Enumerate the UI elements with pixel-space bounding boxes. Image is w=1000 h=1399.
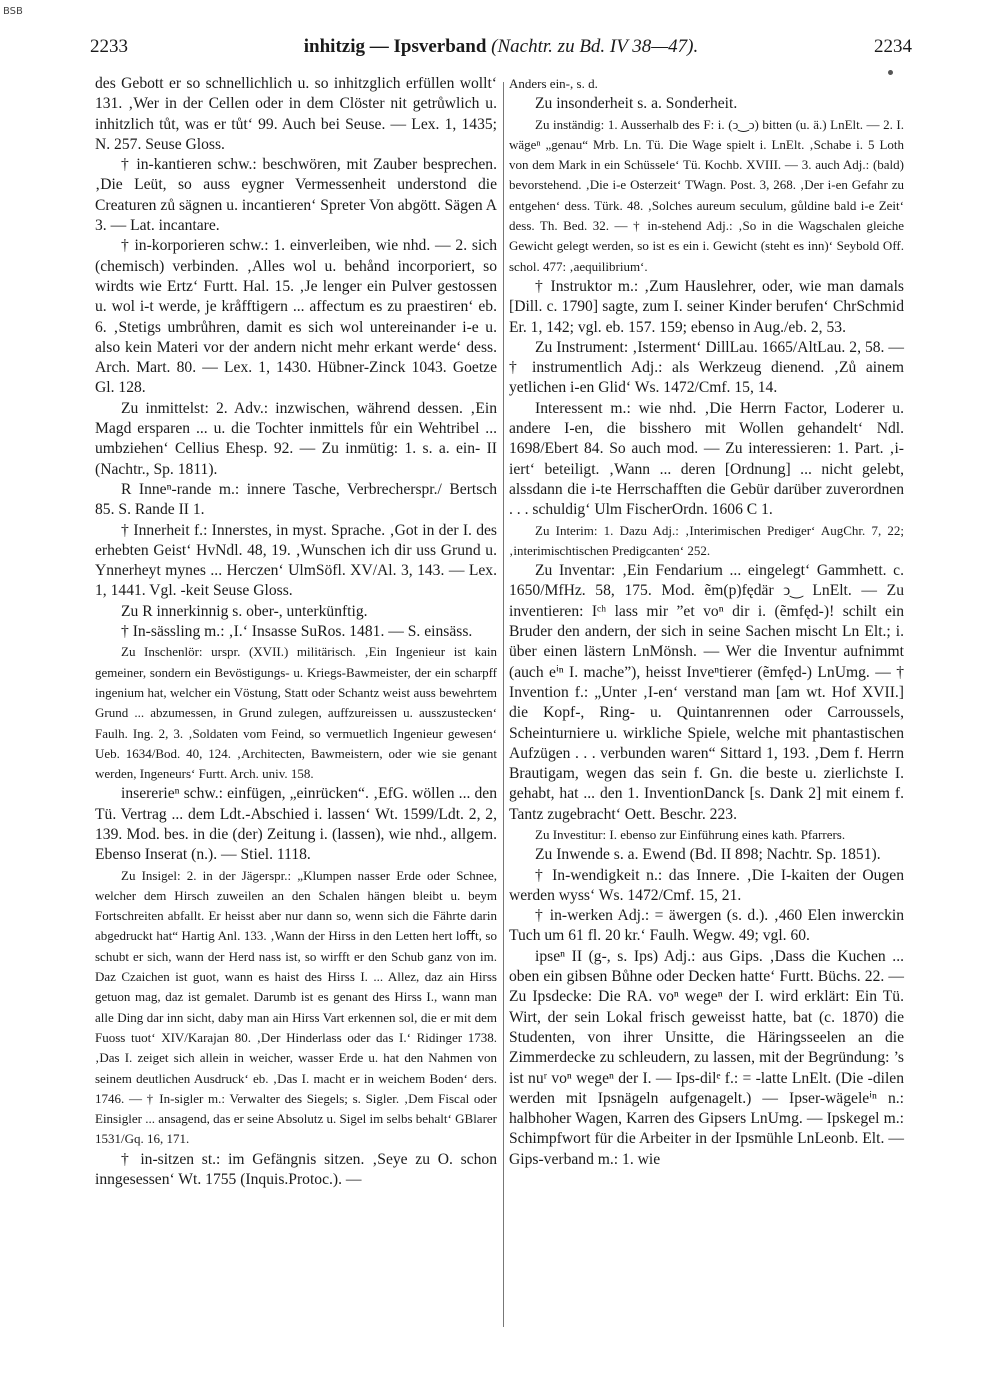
dictionary-entry: † in-kantieren schw.: beschwören, mit Zauber besprechen. ‚Die Leüt, so auss eygner Vermessenheit understond die Creaturen zů sägnen u. incantieren‘ Spreter Von abgött. Sägen A 3. — Lat. incantare. [95, 156, 497, 235]
dictionary-entry: † In-wendigkeit n.: das Innere. ‚Die I-kaiten der Ougen werden wyss‘ Ws. 1472/Cmf. 15, 21. [509, 866, 904, 904]
dictionary-entry: R Inneⁿ-rande m.: innere Tasche, Verbrecherspr./ Bertsch 85. S. Rande II 1. [95, 480, 497, 519]
left-page-number: 2233 [90, 36, 128, 57]
dictionary-entry: Anders ein-, s. d. [509, 76, 598, 91]
right-column [509, 74, 904, 1170]
dictionary-entry: Zu Inventar: ‚Ein Fendarium ... eingelegt‘ Gammhett. c. 1650/MfHz. 58, 175. Mod. ẽm(p)fędär ↄ‿ LnElt. — Zu inventieren: Iᶜʰ lass mir ”et voⁿ dir i. (ẽmfęd-)! schilt ein Bruder den andern, der sich in seine Sachen mischt Ln Elt.; i. über einen lästern LnMönsh. — Wer die Inventur aufnimmt (auch eⁱⁿ I. mache”), heisst Inveⁿtierer (ẽmfęd-) LnUmg. — † Invention f.: „Unter ‚I-en‘ verstand man [am wt. Hof XVII.] die Kopf-, Ring- u. Quintanrennen oder Carroussels, Scheinturniere u. wirkliche Spiele, welche mit phantastischen Aufzügen . . . verbunden waren“ Sittard 1, 193. ‚Dem f. Herrn Brautigam, wegen das sein f. Gn. die beste u. zierlichste I. gehabt, hat ... den 1. InventionDanck [s. Dank 2] mit einem f. Tantz zugebracht‘ Oett. Beschr. 223. [509, 562, 904, 823]
dictionary-entry: Zu R innerkinnig s. ober-, unterkünftig. [121, 602, 368, 620]
dictionary-entry: Zu Inwende s. a. Ewend (Bd. II 898; Nachtr. Sp. 1851). [535, 846, 881, 864]
dictionary-entry: † Instruktor m.: ‚Zum Hauslehrer, oder, wie man damals [Dill. c. 1790] sagte, zum I. seiner Kinder berufen‘ ChrSchmid Er. 1, 142; vgl. eb. 157. 159; ebenso in Aug./eb. 2, 53. [509, 277, 904, 336]
running-title-note: (Nachtr. zu Bd. IV 38—47). [491, 36, 699, 57]
library-stamp: BSB [3, 6, 23, 17]
dictionary-entry: Zu Instrument: ‚Isterment‘ DillLau. 1665/AltLau. 2, 58. — † instrumentlich Adj.: als Werkzeug dienend. ‚Zů ainem yetlichen i-en Glid‘ Ws. 1472/Cmf. 15, 14. [509, 338, 904, 397]
dictionary-entry: † in-korporieren schw.: 1. einverleiben, wie nhd. — 2. sich (chemisch) verbinden. ‚Alles wol u. behånd incorporiert, so wirdts wie Ertz‘ Furtt. Hal. 15. ‚Je lenger ein Pulver gestossen u. wol i-t werde, je kråfftigern ... affectum es zu praestiren‘ eb. 6. ‚Stetigs umbrůhren, damit es sich wol untereinander i-e u. also kein Materi vor der andern nicht mehr erkant werde‘ dess. Arch. Mart. 80. — Lex. 1, 1430. Hübner-Zinck 1043. Goetze Gl. 128. [95, 237, 497, 397]
dictionary-entry: † in-sitzen st.: im Gefängnis sitzen. ‚Seye zu O. schon inngesessen‘ Wt. 1755 (Inquis.Protoc.). — [95, 1150, 497, 1189]
dictionary-entry: † In-sässling m.: ‚I.‘ Insasse SuRos. 1481. — S. einsäss. [121, 623, 473, 641]
dictionary-entry: Zu inständig: 1. Ausserhalb des F: i. (ↄ‿ↄ) bitten (u. ä.) LnElt. — 2. I. wägeⁿ „genau“ Mrb. Ln. Tü. Die Wage spielt i. LnElt. ‚Schabe i. 5 Loth von dem Mark in ein Schüssele‘ Tü. Kochb. XVIII. — 3. auch Adj.: (bald) bevorstehend. ‚Die i-e Osterzeit‘ TWagn. Post. 3, 268. ‚Der i-en Gefahr zu entgehen‘ dess. Türk. 48. ‚Solches aureum seculum, gůldine bald i-e Zeit‘ dess. Th. Bed. 32. — † in-stehend Adj.: ‚So in die Wagschalen gleiche Gewicht gelegt werden, so ist es ein i. Gewicht (steht es inn)‘ Seybold Off. schol. 477: ‚aequilibrium‘. [509, 116, 904, 274]
dictionary-entry: Zu Interim: 1. Dazu Adj.: ‚Interimischen Prediger‘ AugChr. 7, 22; ‚interimischtischen Predigcanten‘ 252. [509, 522, 904, 558]
dictionary-entry: Zu Insigel: 2. in der Jägerspr.: „Klumpen nasser Erde oder Schnee, welcher dem Hirsch zuweilen an den Schalen hängen bleibt u. beym Fortschreiten abfallt. Er heisst aber nur dann so, wenn sich die Fährte darin abgedruckt hat“ Hartig Anl. 133. ‚Wann der Hirss in den Letten hert loﬀt, so schubt er sich, wann der Herd nass ist, so wirfft er den Schub ganz von im. Daz Czaichen ist guot, wann es haist des Hirss I. ... Allez, daz ain Hirss getuon mag, daz ist gemalet. Darumb ist es genant des Hirss I., wann man alle Ding dar inn sicht, daby man ain Hirss Vart erkennen sol, die er mit dem Fuoss tuot‘ XIV/Karajan 80. ‚Der Hinderlass oder das I.‘ Ridinger 1738. ‚Das I. zeiget sich allein in weicher, wasser Erde u. hat den Nahmen von seinem deutlichen Ausdruck‘ eb. ‚Das I. macht er in weichem Boden‘ ders. 1746. — † In-sigler m.: Verwalter des Siegels; s. Sigler. ‚Dem Fiscal oder Einsigler ... ansagend, das er seine Absolutz u. Sigel im selbs behalt‘ GBlarer 1531/Gq. 16, 171. [95, 867, 497, 1147]
dictionary-entry: Zu Investitur: I. ebenso zur Einführung eines kath. Pfarrers. [535, 826, 846, 842]
dictionary-entry: Zu inmittelst: 2. Adv.: inzwischen, während dessen. ‚Ein Magd ersparen ... u. die Tochter inmittels fůr ein Wehtribel ... umbziehen‘ Cellius Ehesp. 92. — Zu inmütig: 1. s. a. ein- II (Nachtr., Sp. 1811). [95, 399, 497, 478]
dictionary-entry: des Gebott er so schnellichlich u. so inhitzglich erfüllen wollt‘ 131. ‚Wer in der Cellen oder in dem Clöster nit getrůwlich u. inhitzlich tůt, was er tůt‘ 99. Auch bei Seuse. — Lex. 1, 1435; N. 257. Seuse Gloss. [95, 75, 497, 153]
running-title [90, 36, 912, 58]
dictionary-entry: Zu insonderheit s. a. Sonderheit. [535, 95, 738, 113]
dictionary-entry: † Innerheit f.: Innerstes, in myst. Sprache. ‚Got in der I. des erhebten Geist‘ HvNdl. 48, 19. ‚Wunschen ich dir uss Grund u. Ynnerheyt mynes ... Herczen‘ UlmSöfl. XV/Al. 3, 143. — Lex. 1, 1441. Vgl. -keit Seuse Gloss. [95, 521, 497, 600]
right-page-number: 2234 [874, 36, 912, 57]
column-divider [503, 82, 504, 1327]
dictionary-entry: Interessent m.: wie nhd. ‚Die Herrn Factor, Loderer u. andere I-en, die bisshero mit Wollen gehandelt‘ Ndl. 1698/Ebert 84. So auch mod. — Zu interessieren: 1. Part. ‚i-iert‘ beteiligt. ‚Wann ... deren [Ordnung] ... nicht gelebt, alssdann die i-te Herrschafften die Gebür darüber zuverordnen . . . schuldig‘ Ulm FischerOrdn. 1606 C 1. [509, 399, 904, 519]
page-header [90, 30, 912, 60]
dictionary-entry: † in-werken Adj.: = äwergen (s. d.). ‚460 Elen inwerckin Tuch um 61 fl. 20 kr.‘ Faulh. Wegw. 49; vgl. 60. [509, 907, 904, 945]
running-title-main: inhitzig — Ipsverband [303, 36, 487, 57]
dictionary-entry: ipseⁿ II (g-, s. Ips) Adj.: aus Gips. ‚Dass die Kuchen ... oben ein gibsen Bůhne oder Decken hatte‘ Furtt. Büchs. 22. — Zu Ipsdecke: Die RA. voⁿ wegeⁿ der I. wird erklärt: Ein Tü. Wirt, der sein Lokal frisch geweisst hatte, bat (c. 1870) die Studenten, von ihrer Unsitte, die Häringsseelen an die Zimmerdecke zu schleudern, zu lassen, mit der Begründung: ’s ist nuʳ voⁿ wegeⁿ der I. — Ips-dilᵉ f.: = -latte LnElt. (Die -dilen werden mit Ipsnägeln aufgenagelt.) — Ipser-wägeleⁱⁿ n.: halbhoher Wagen, Karren des Gipsers LnUmg. — Ipskegel m.: Schimpfwort für die Arbeiter in der Ipsmühle LnLeonb. Elt. — Gips-verband m.: 1. wie [509, 947, 904, 1168]
dictionary-entry: Zu Inschenlör: urspr. (XVII.) militärisch. ‚Ein Ingenieur ist kain gemeiner, sondern ein Bevöstigungs- u. Kriegs-Bawmeister, der ein scharpff ingenium hat, welcher ein Vöstung, Statt oder Schantz weist auss bewehrtem Grund ... abzumessen, in Grund zulegen, auffzureissen u. ausszustecken‘ Faulh. Ing. 2, 3. ‚Soldaten vom Feind, so vermuetlich Ingenieur gewesen‘ Ueb. 1634/Bod. 40, 124. ‚Architecten, Bawmeistern, oder wie sie genant werden, Ingeneurs‘ Furtt. Arch. univ. 158. [95, 644, 497, 782]
dictionary-entry: insererieⁿ schw.: einfügen, „einrücken“. ‚EfG. wöllen ... den Tü. Vertrag ... dem Ldt.-Abschied i. lassen‘ Wt. 1599/Ldt. 2, 2, 139. Mod. bes. in die (der) Zeitung i. (lassen), wie nhd., allgem. Ebenso Inserat (n.). — Stiel. 1118. [95, 785, 497, 864]
left-column [95, 74, 497, 1190]
